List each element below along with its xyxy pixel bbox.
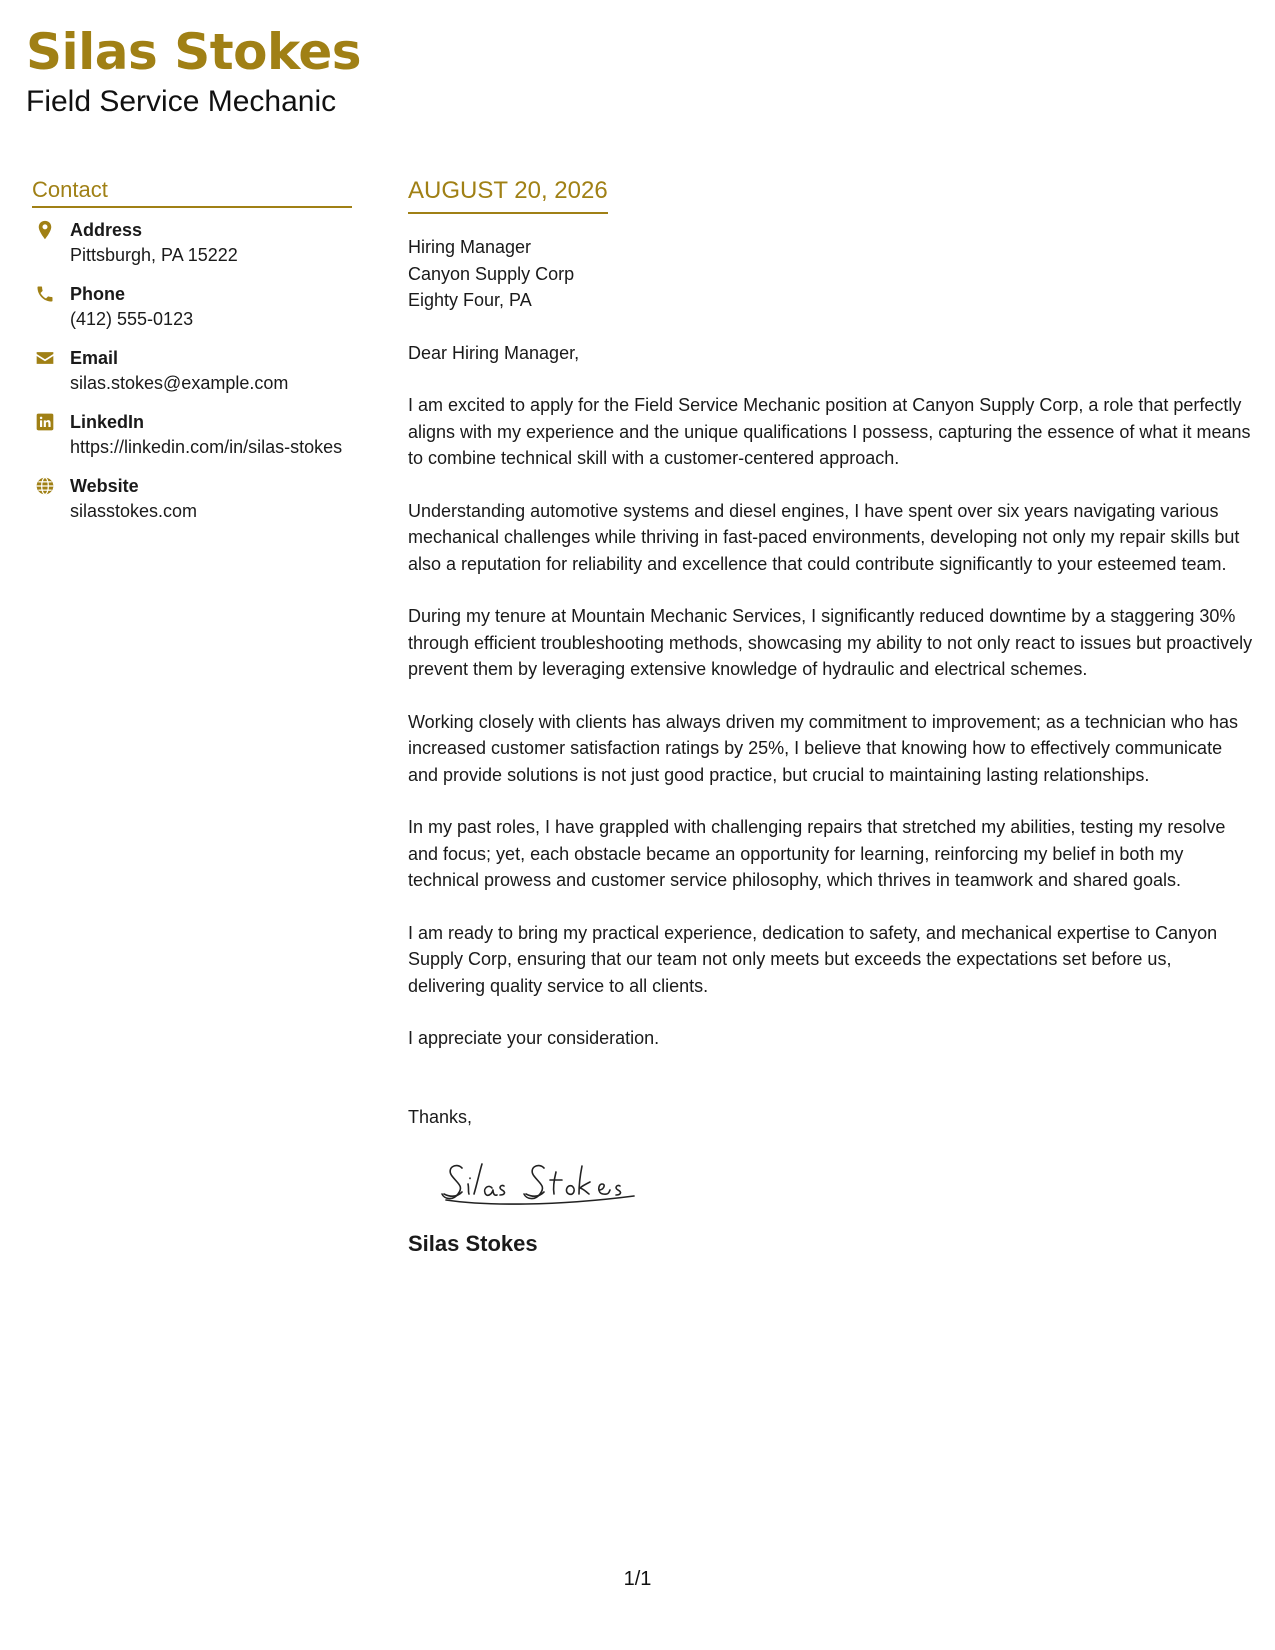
letter-paragraph: During my tenure at Mountain Mechanic Services, I significantly reduced downtime by a staggering 30% through efficient troubleshooting methods, showcasing my ability to not only react to issues but proactively prevent them by leveraging extensive knowledge of hydraulic and electrical schemes. — [408, 606, 1253, 679]
salutation: Dear Hiring Manager, — [408, 342, 580, 363]
header — [26, 22, 361, 122]
letter-paragraph: I appreciate your consideration. — [408, 1028, 660, 1048]
applicant-name: Silas Stokes — [26, 23, 362, 81]
contact-value[interactable]: https://linkedin.com/in/silas-stokes — [70, 437, 343, 457]
contact-heading: Contact — [32, 176, 352, 208]
recipient-line: Hiring Manager — [408, 237, 532, 257]
phone-icon — [35, 284, 55, 304]
letter-body — [408, 176, 1253, 1259]
contact-value: (412) 555-0123 — [70, 309, 194, 329]
contact-label: Email — [70, 348, 119, 368]
contact-label: Website — [70, 476, 139, 496]
signature-image — [440, 1150, 640, 1210]
recipient-line: Canyon Supply Corp — [408, 263, 575, 284]
map-pin-icon — [35, 220, 55, 240]
letter-paragraph: Working closely with clients has always driven my commitment to improvement; as a technician who has increased customer satisfaction ratings by 25%, I believe that knowing how to effectively communicate and provide solutions is not just good practice, but crucial to maintaining lasting relationships. — [408, 711, 1238, 785]
signed-name: Silas Stokes — [408, 1231, 538, 1256]
contact-address — [32, 218, 352, 268]
page-number: 1/1 — [623, 1568, 652, 1590]
contact-email — [32, 346, 352, 396]
letter-paragraph: I am excited to apply for the Field Service Mechanic position at Canyon Supply Corp, a role that perfectly aligns with my experience and the unique qualifications I possess, capturing the essence of what it means to combine technical skill with a customer-centered approach. — [408, 395, 1251, 468]
recipient-block — [408, 234, 1253, 314]
contact-linkedin — [32, 410, 352, 460]
contact-value[interactable]: silasstokes.com — [70, 501, 198, 521]
letter-paragraph: In my past roles, I have grappled with challenging repairs that stretched my abilities, testing my resolve and focus; yet, each obstacle became an opportunity for learning, reinforcing my belief in both my technical prowess and customer service philosophy, which thrives in teamwork and shared goals. — [408, 817, 1226, 890]
job-title: Field Service Mechanic — [26, 85, 337, 118]
email-icon — [35, 348, 55, 368]
closing: Thanks, — [408, 1106, 473, 1127]
contact-label: Address — [70, 220, 143, 240]
contact-website — [32, 474, 352, 524]
date-block — [408, 176, 608, 214]
letter-paragraph: I am ready to bring my practical experience, dedication to safety, and mechanical expertise to Canyon Supply Corp, ensuring that our team not only meets but exceeds the expectations set before us, delivering quality service to all clients. — [408, 922, 1218, 996]
contact-value[interactable]: silas.stokes@example.com — [70, 373, 289, 393]
contact-label: LinkedIn — [70, 412, 145, 432]
contact-value: Pittsburgh, PA 15222 — [70, 245, 238, 265]
contact-phone — [32, 282, 352, 332]
globe-icon — [35, 476, 55, 496]
contact-label: Phone — [70, 284, 126, 304]
letter-date: AUGUST 20, 2026 — [408, 177, 608, 204]
linkedin-icon — [35, 412, 55, 432]
letter-paragraph: Understanding automotive systems and diesel engines, I have spent over six years navigating various mechanical challenges while thriving in fast-paced environments, developing not only my repair skills but also a reputation for reliability and excellence that could contribute significantly to your esteemed team. — [408, 500, 1240, 574]
contact-sidebar — [32, 176, 352, 538]
recipient-line: Eighty Four, PA — [408, 290, 532, 310]
